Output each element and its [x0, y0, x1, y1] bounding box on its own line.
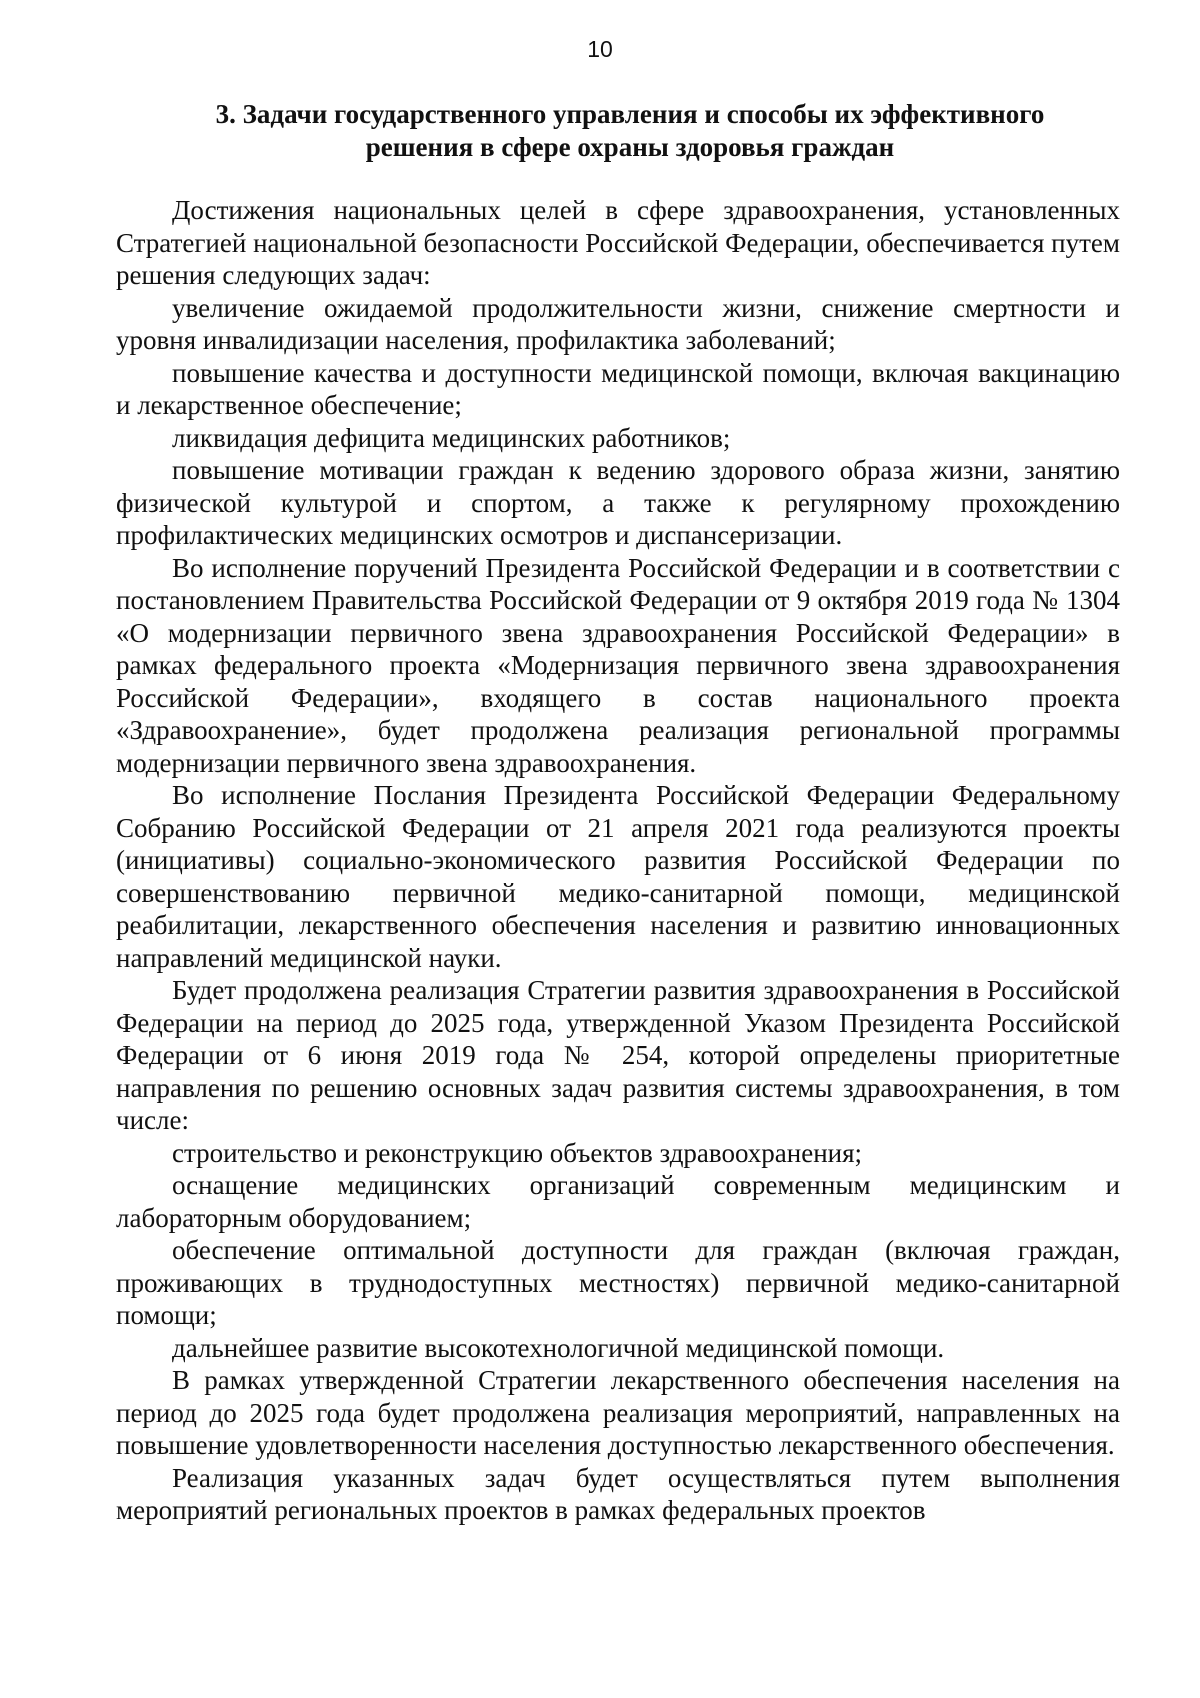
paragraph-task-quality-care: повышение качества и доступности медицинской помощи, включая вакцинацию и лекарственное обеспечение;: [116, 357, 1120, 420]
paragraph-task-staff-shortage: ликвидация дефицита медицинских работников;: [172, 422, 731, 453]
paragraph-healthcare-strategy: Будет продолжена реализация Стратегии развития здравоохранения в Российской Федерации на период до 2025 года, утвержденной Указом Президента Российской Федерации от 6 июня 2019 года № 254, которой определены приоритетные направления по решению основных задач развития системы здравоохранения, в том числе:: [116, 975, 1120, 1135]
paragraph-priority-equipment: оснащение медицинских организаций современным медицинским и лабораторным оборудованием;: [116, 1170, 1120, 1233]
section-heading-line-2: решения в сфере охраны здоровья граждан: [365, 132, 895, 162]
document-body: [116, 194, 1120, 1527]
paragraph-primary-care-modernization: Во исполнение поручений Президента Российской Федерации и в соответствии с постановлением Правительства Российской Федерации от 9 октября 2019 года № 1304 «О модернизации первичного звена здравоохранения Российской Федерации» в рамках федерального проекта «Модернизация первичного звена здравоохранения Российской Федерации», входящего в состав национального проекта «Здравоохранение», будет продолжена реализация региональной программы модернизации первичного звена здравоохранения.: [116, 552, 1120, 778]
paragraph-priority-accessibility: обеспечение оптимальной доступности для граждан (включая граждан, проживающих в труднодоступных местностях) первичной медико-санитарной помощи;: [116, 1235, 1120, 1330]
paragraph-priority-construction: строительство и реконструкцию объектов здравоохранения;: [172, 1137, 863, 1168]
paragraph-task-healthy-lifestyle: повышение мотивации граждан к ведению здорового образа жизни, занятию физической культурой и спортом, а также к регулярному прохождению профилактических медицинских осмотров и диспансеризации.: [116, 455, 1120, 550]
paragraph-presidential-address: Во исполнение Послания Президента Российской Федерации Федеральному Собранию Российской Федерации от 21 апреля 2021 года реализуются проекты (инициативы) социально-экономического развития Российской Федерации по совершенствованию первичной медико-санитарной помощи, медицинской реабилитации, лекарственного обеспечения населения и развитию инновационных направлений медицинской науки.: [116, 780, 1120, 973]
section-heading: [140, 98, 1120, 164]
paragraph-drug-strategy: В рамках утвержденной Стратегии лекарственного обеспечения населения на период до 2025 года будет продолжена реализация мероприятий, направленных на повышение удовлетворенности населения доступностью лекарственного обеспечения.: [116, 1365, 1120, 1460]
paragraph-task-life-expectancy: увеличение ожидаемой продолжительности жизни, снижение смертности и уровня инвалидизации населения, профилактика заболеваний;: [116, 292, 1120, 355]
page-number: 10: [587, 36, 613, 62]
section-heading-line-1: 3. Задачи государственного управления и способы их эффективного: [215, 99, 1045, 129]
paragraph-priority-high-tech: дальнейшее развитие высокотехнологичной медицинской помощи.: [172, 1332, 945, 1363]
paragraph-goals-intro: Достижения национальных целей в сфере здравоохранения, установленных Стратегией национальной безопасности Российской Федерации, обеспечивается путем решения следующих задач:: [116, 195, 1120, 290]
paragraph-implementation: Реализация указанных задач будет осуществляться путем выполнения мероприятий региональных проектов в рамках федеральных проектов: [116, 1462, 1120, 1525]
